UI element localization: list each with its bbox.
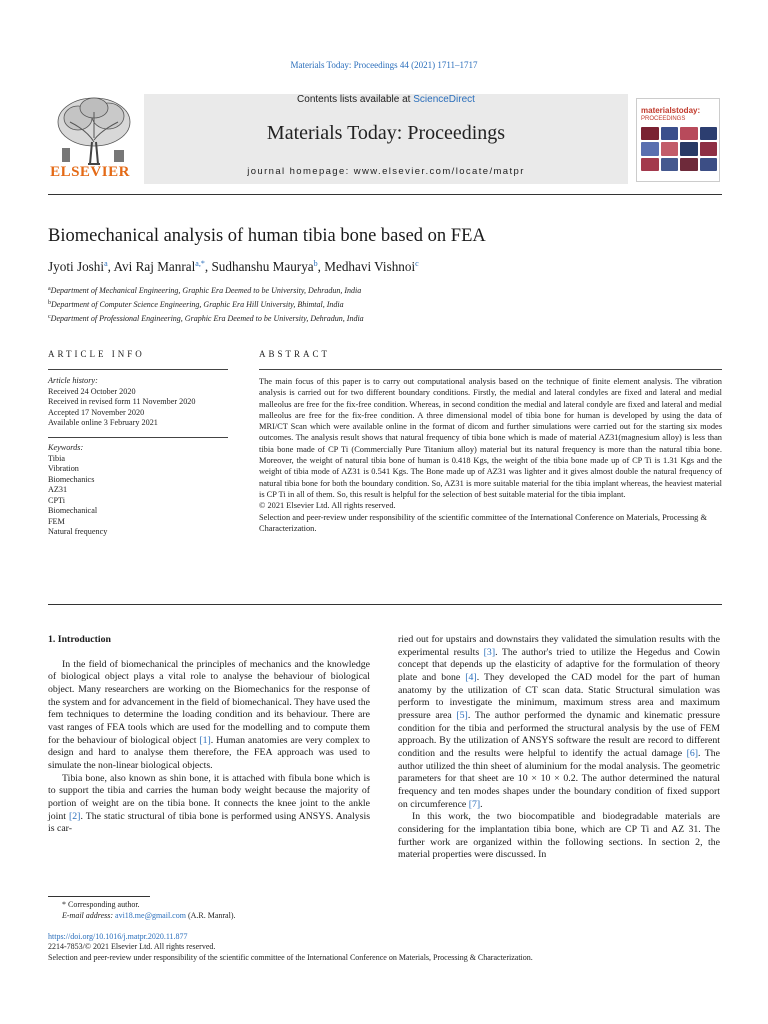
homepage-line bbox=[144, 166, 628, 177]
keywords-label: Keywords: bbox=[48, 443, 84, 452]
affiliation bbox=[48, 283, 364, 297]
abstract-body bbox=[259, 376, 722, 534]
paragraph-text: In this work, the two biocompatible and biodegradable materials are considering for the implantation tibia bone, which are CP Ti and AZ 31. The further work are organized within the following sections. In section 2, the material properties were discussed. In bbox=[398, 811, 720, 861]
affiliation-marker: b bbox=[48, 300, 51, 306]
masthead bbox=[48, 86, 722, 186]
doi-link[interactable]: https://doi.org/10.1016/j.matpr.2020.11.877 bbox=[48, 932, 188, 941]
history-item: Received in revised form 11 November 2020 bbox=[48, 397, 196, 406]
keyword: Vibration bbox=[48, 464, 79, 473]
contents-prefix: Contents lists available at bbox=[297, 94, 411, 105]
paragraph-text: . They developed the CAD model for the part of human anatomy by the utilization of CT scan data. Static Structural simulation was perform to investigate the minimum, maximum stress area and maximum pressure area bbox=[398, 671, 720, 721]
article-info-label: ARTICLE INFO bbox=[48, 349, 145, 359]
history-label: Article history: bbox=[48, 376, 98, 385]
affiliation bbox=[48, 311, 364, 325]
contents-line bbox=[144, 94, 628, 105]
abstract-rule bbox=[259, 369, 722, 370]
abstract-text: The main focus of this paper is to carry out computational analysis based on the technique of finite element analysis. The vibration analysis is carried out for two different boundary conditions. Firstly, the medial and lateral condyles are fixed and lateral and medial malleolus are free for the fix-free condition. Whereas, in second condition the medial and lateral condyle are fixed and lateral and medial malleolus are free for the fix-free condition. A three dimensional model of tibia bone for human is developed by using the data of MRI/CT Scan which were available online in the format of dicom and further simulations were carried out for the starting six modes outcomes. The analysis result shows that natural frequency of tibia bone which is made of material AZ31(magnesium alloy) is less than tibia bone made of CP Ti (Commercially Pure Titanium alloy) material but its natural frequency is more than the natural tibia bone. Moreover, the weight of natural tibia bone of human is 0.418 Kgs, the weight of the tibia bone made up of CP Ti is 1.31 Kgs and the weight of tibia mode of AZ31 is 0.541 Kgs. The Bone made up of AZ31 was lighter and it gives almost double the natural frequency of natural tibia bone for both the boundary condition. So, AZ31 is more suitable material for the tibia implant whereas, the heaviest material is CP Ti in all of them. So, this result is helpful for the selection of best suitable material for the tibia implant. bbox=[259, 377, 722, 499]
cover-image-grid bbox=[641, 127, 717, 171]
history-item: Available online 3 February 2021 bbox=[48, 418, 158, 427]
keywords-rule bbox=[48, 437, 228, 438]
author-list: Jyoti Joshi$^a$, Avi Raj Manral$^{a,*}$, Sudhanshu Maurya$^b$, Medhavi Vishnoi$^c$ bbox=[48, 259, 419, 274]
affiliation-marker: c bbox=[48, 314, 51, 320]
journal-cover-thumbnail[interactable] bbox=[636, 98, 720, 182]
keyword: Natural frequency bbox=[48, 527, 108, 536]
cover-subtitle: PROCEEDINGS bbox=[641, 116, 686, 122]
author-affil-marker[interactable]: a bbox=[104, 259, 108, 268]
paragraph-text: . The author utilized the thin sheet of aluminium for the modal analysis. The geometric parameters for that sheet are 10 × 10 × 0.2. The author determined the natural frequency and ten modes shapes under the boundary condition of fixed support on circumference bbox=[398, 747, 721, 810]
paragraph-text: ried out for upstairs and downstairs they validated the simulation results with the experimental results bbox=[398, 634, 720, 658]
affiliation-text: Department of Mechanical Engineering, Graphic Era Deemed to be University, Dehradun, India bbox=[50, 286, 362, 295]
affiliation-text: Department of Computer Science Engineering, Graphic Era Hill University, Bhimtal, India bbox=[51, 300, 344, 309]
body-paragraph bbox=[398, 634, 720, 811]
keyword: Biomechanics bbox=[48, 474, 95, 484]
footnote-rule bbox=[48, 896, 150, 897]
masthead-banner bbox=[144, 94, 628, 184]
author-name: Medhavi Vishnoi bbox=[324, 259, 416, 274]
citation-link[interactable]: [2] bbox=[69, 810, 81, 822]
page-footer bbox=[48, 932, 722, 963]
history-item: Received 24 October 2020 bbox=[48, 386, 136, 396]
abstract-peer-review: Selection and peer-review under responsibility of the scientific committee of the International Conference on Materials, Processing & Characterization. bbox=[259, 512, 707, 533]
abstract-label: ABSTRACT bbox=[259, 349, 331, 359]
journal-title: Materials Today: Proceedings bbox=[266, 122, 506, 144]
paragraph-text: . Human anatomies are very complex to design and hard to analyse them therefore, the FEA approach was used to simulate the non-linear biological objects. bbox=[48, 734, 370, 771]
sciencedirect-link[interactable]: ScienceDirect bbox=[413, 94, 475, 105]
keywords bbox=[48, 443, 228, 538]
keyword: FEM bbox=[48, 516, 65, 526]
citation-link[interactable]: [4] bbox=[465, 671, 477, 683]
homepage-link[interactable]: www.elsevier.com/locate/matpr bbox=[353, 166, 525, 177]
tree-icon bbox=[48, 92, 140, 172]
body-paragraph bbox=[398, 811, 720, 862]
paragraph-text: . The author performed the dynamic and kinematic pressure condition for the tibia and performed the structural analysis by the use of FEM approach. By the utilization of ANSYS software the result are record to different condition and the results were helpful to identify the actual damage bbox=[398, 709, 720, 759]
keyword: CPTi bbox=[48, 495, 66, 505]
author-affil-marker[interactable]: b bbox=[313, 259, 318, 268]
keyword: Tibia bbox=[48, 453, 65, 463]
publisher-wordmark: ELSEVIER bbox=[50, 164, 130, 180]
footer-peer-review: Selection and peer-review under responsibility of the scientific committee of the International Conference on Materials, Processing & Characterization. bbox=[48, 952, 533, 962]
author-name: Avi Raj Manral bbox=[113, 259, 196, 274]
article-info-rule bbox=[48, 369, 228, 370]
cover-title: materialstoday: bbox=[641, 106, 701, 115]
citation-link[interactable]: [1] bbox=[199, 734, 211, 746]
affiliation-text: Department of Professional Engineering, Graphic Era Deemed to be University, Dehradun, India bbox=[50, 314, 364, 323]
keyword: Biomechanical bbox=[48, 506, 98, 515]
footnote bbox=[48, 899, 370, 921]
footnote-text: Corresponding author. bbox=[68, 900, 140, 909]
paragraph-text: . The author's tried to utilize the Hegedus and Cowin concept that depends up the elasticity of adaptive for the formulation of theory plate and bone bbox=[398, 646, 720, 683]
citation-link[interactable]: [6] bbox=[686, 747, 699, 759]
paragraph-text: . The static structural of tibia bone is performed using ANSYS. Analysis is car- bbox=[48, 810, 371, 835]
journal-reference[interactable]: Materials Today: Proceedings 44 (2021) 1711–1717 bbox=[290, 60, 478, 70]
affiliation-marker: a bbox=[48, 286, 51, 292]
corresponding-author-note bbox=[48, 899, 370, 910]
paragraph-text: In the field of biomechanical the principles of mechanics and the knowledge of biological object plays a vital role to analyse the behaviour of biological object. Many researchers are working on the Biomechanics for the response of the system and for advancement in the field of biomechanical. They have used the fem techniques to determine the loading condition and its behaviour. There are vast ranges of FEA tools which are used for the modelling and to compute them for the behaviour of biological object bbox=[48, 658, 370, 746]
email-label: E-mail address: bbox=[62, 911, 114, 920]
citation-link[interactable]: [7] bbox=[468, 798, 481, 810]
author-name: Jyoti Joshi bbox=[48, 259, 105, 274]
body-paragraph bbox=[48, 773, 370, 836]
body-right-column bbox=[398, 634, 720, 862]
paragraph-text: Tibia bone, also known as shin bone, it is attached with fibula bone which is to support the tibia and carries the human body weight because the majority of portion of weight are on the tibia bone. It connects the knee joint to the ankle joint bbox=[48, 772, 370, 822]
affiliations bbox=[48, 283, 364, 325]
email-owner: (A.R. Manral). bbox=[187, 911, 236, 920]
email-link[interactable]: avi18.me@gmail.com bbox=[115, 911, 186, 920]
issn-copyright: 2214-7853/© 2021 Elsevier Ltd. All rights reserved. bbox=[48, 942, 216, 952]
citation-link[interactable]: [3] bbox=[483, 646, 496, 658]
body-left-column bbox=[48, 634, 370, 836]
author-affil-marker[interactable]: a,* bbox=[195, 259, 205, 268]
article-history bbox=[48, 376, 228, 429]
keyword: AZ31 bbox=[48, 485, 68, 494]
author-name: Sudhanshu Maurya bbox=[211, 259, 314, 274]
paragraph-text: . bbox=[480, 798, 483, 810]
footnote-marker: * bbox=[62, 900, 66, 909]
author-affil-marker[interactable]: c bbox=[415, 259, 419, 268]
section-heading: 1. Introduction bbox=[48, 634, 111, 645]
header-rule bbox=[48, 194, 722, 195]
history-item: Accepted 17 November 2020 bbox=[48, 407, 145, 417]
affiliation bbox=[48, 297, 364, 311]
homepage-prefix: journal homepage: bbox=[247, 166, 350, 177]
email-note bbox=[48, 910, 370, 921]
body-paragraph bbox=[48, 659, 370, 773]
citation-link[interactable]: [5] bbox=[456, 709, 468, 721]
article-title: Biomechanical analysis of human tibia bone based on FEA bbox=[48, 226, 486, 246]
abstract-bottom-rule bbox=[48, 604, 722, 605]
abstract-copyright: © 2021 Elsevier Ltd. All rights reserved. bbox=[259, 501, 396, 511]
